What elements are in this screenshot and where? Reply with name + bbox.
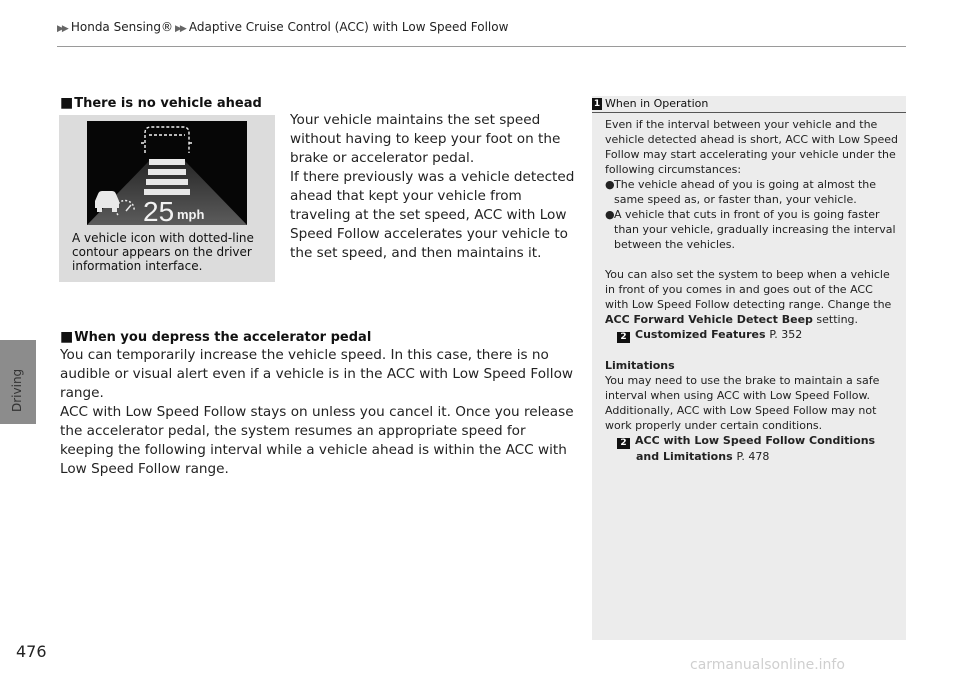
chapter-tab-label: Driving — [10, 368, 24, 412]
breadcrumb — [57, 20, 508, 34]
acc-display-graphic — [87, 121, 247, 225]
figure-box — [59, 115, 275, 282]
section2-text — [60, 346, 580, 479]
setting-name: ACC Forward Vehicle Detect Beep — [605, 313, 813, 326]
panel-title: When in Operation — [605, 97, 709, 110]
cross-reference-customized-features[interactable]: 2 Customized Features P. 352 — [605, 327, 899, 343]
square-bullet-icon: ■ — [60, 329, 74, 345]
section1-text — [290, 111, 585, 263]
driver-information-display — [87, 121, 247, 225]
paragraph: Your vehicle maintains the set speed without having to keep your foot on the brake or accelerator pedal. — [290, 112, 561, 166]
note-tag-icon: 1 — [593, 99, 601, 109]
distance-bar-4 — [144, 189, 190, 195]
panel-body — [605, 117, 899, 464]
breadcrumb-arrow-icon: ▶▶ — [175, 24, 185, 34]
distance-bar-3 — [146, 179, 188, 185]
panel-divider — [592, 112, 906, 113]
panel-intro: Even if the interval between your vehicle and the vehicle detected ahead is short, ACC with Low Speed Follow may start accelerating your vehicle under the following circumstances: — [605, 118, 899, 176]
dotted-vehicle-contour-icon — [141, 127, 193, 153]
bullet-icon: ● — [605, 178, 615, 191]
distance-bar-2 — [148, 169, 186, 175]
breadcrumb-arrow-icon: ▶▶ — [57, 24, 67, 34]
paragraph: You can temporarily increase the vehicle speed. In this case, there is no audible or visual alert even if a vehicle is in the ACC with Low Speed Follow range. — [60, 347, 574, 401]
watermark-text: carmanualsonline.info — [690, 657, 845, 673]
panel-title-row — [592, 96, 906, 112]
header-divider — [57, 46, 906, 47]
reference-arrow-icon: 2 — [617, 438, 630, 449]
paragraph: If there previously was a vehicle detected ahead that kept your vehicle from traveling at the set speed, ACC with Low Speed Follow accelerates your vehicle to the set speed, and then maintains it. — [290, 169, 575, 261]
bullet-icon: ● — [605, 208, 615, 221]
breadcrumb-item-honda-sensing[interactable]: Honda Sensing® — [70, 20, 174, 34]
cross-reference-acc-conditions-line2[interactable]: and Limitations P. 478 — [636, 450, 770, 463]
distance-bar-1 — [149, 159, 185, 165]
cross-reference-acc-conditions[interactable]: 2 ACC with Low Speed Follow Conditions — [605, 433, 899, 449]
paragraph: ACC with Low Speed Follow stays on unless you cancel it. Once you release the accelerator pedal, the system resumes an appropriate speed for keeping the following interval while a vehicle ahead is within the ACC with Low Speed Follow range. — [60, 404, 574, 477]
page-number: 476 — [16, 642, 47, 661]
section-heading-accelerator: ■When you depress the accelerator pedal — [60, 329, 372, 345]
figure-caption: A vehicle icon with dotted-line contour appears on the driver information interface. — [72, 231, 254, 273]
square-bullet-icon: ■ — [60, 95, 74, 111]
list-item: ● The vehicle ahead of you is going at almost the same speed as, or faster than, your vehicle. — [605, 178, 877, 206]
breadcrumb-item-acc[interactable]: Adaptive Cruise Control (ACC) with Low Speed Follow — [188, 20, 509, 34]
section-heading-no-vehicle: ■There is no vehicle ahead — [60, 95, 262, 111]
sidebar-notes-panel — [592, 96, 906, 640]
set-speed-value: 25 — [143, 196, 175, 225]
reference-arrow-icon: 2 — [617, 332, 630, 343]
limitations-text: You may need to use the brake to maintain a safe interval when using ACC with Low Speed Follow. Additionally, ACC with Low Speed Follow may not work properly under certain conditions. — [605, 374, 880, 432]
list-item: ● A vehicle that cuts in front of you is going faster than your vehicle, gradually increasing the interval between the vehicles. — [605, 208, 896, 251]
set-speed-unit: mph — [177, 207, 205, 222]
limitations-heading: Limitations — [605, 359, 675, 372]
beep-paragraph: You can also set the system to beep when a vehicle in front of you comes in and goes out of the ACC with Low Speed Follow detecting range. Change the ACC Forward Vehicle Detect Beep setting. — [605, 268, 892, 326]
